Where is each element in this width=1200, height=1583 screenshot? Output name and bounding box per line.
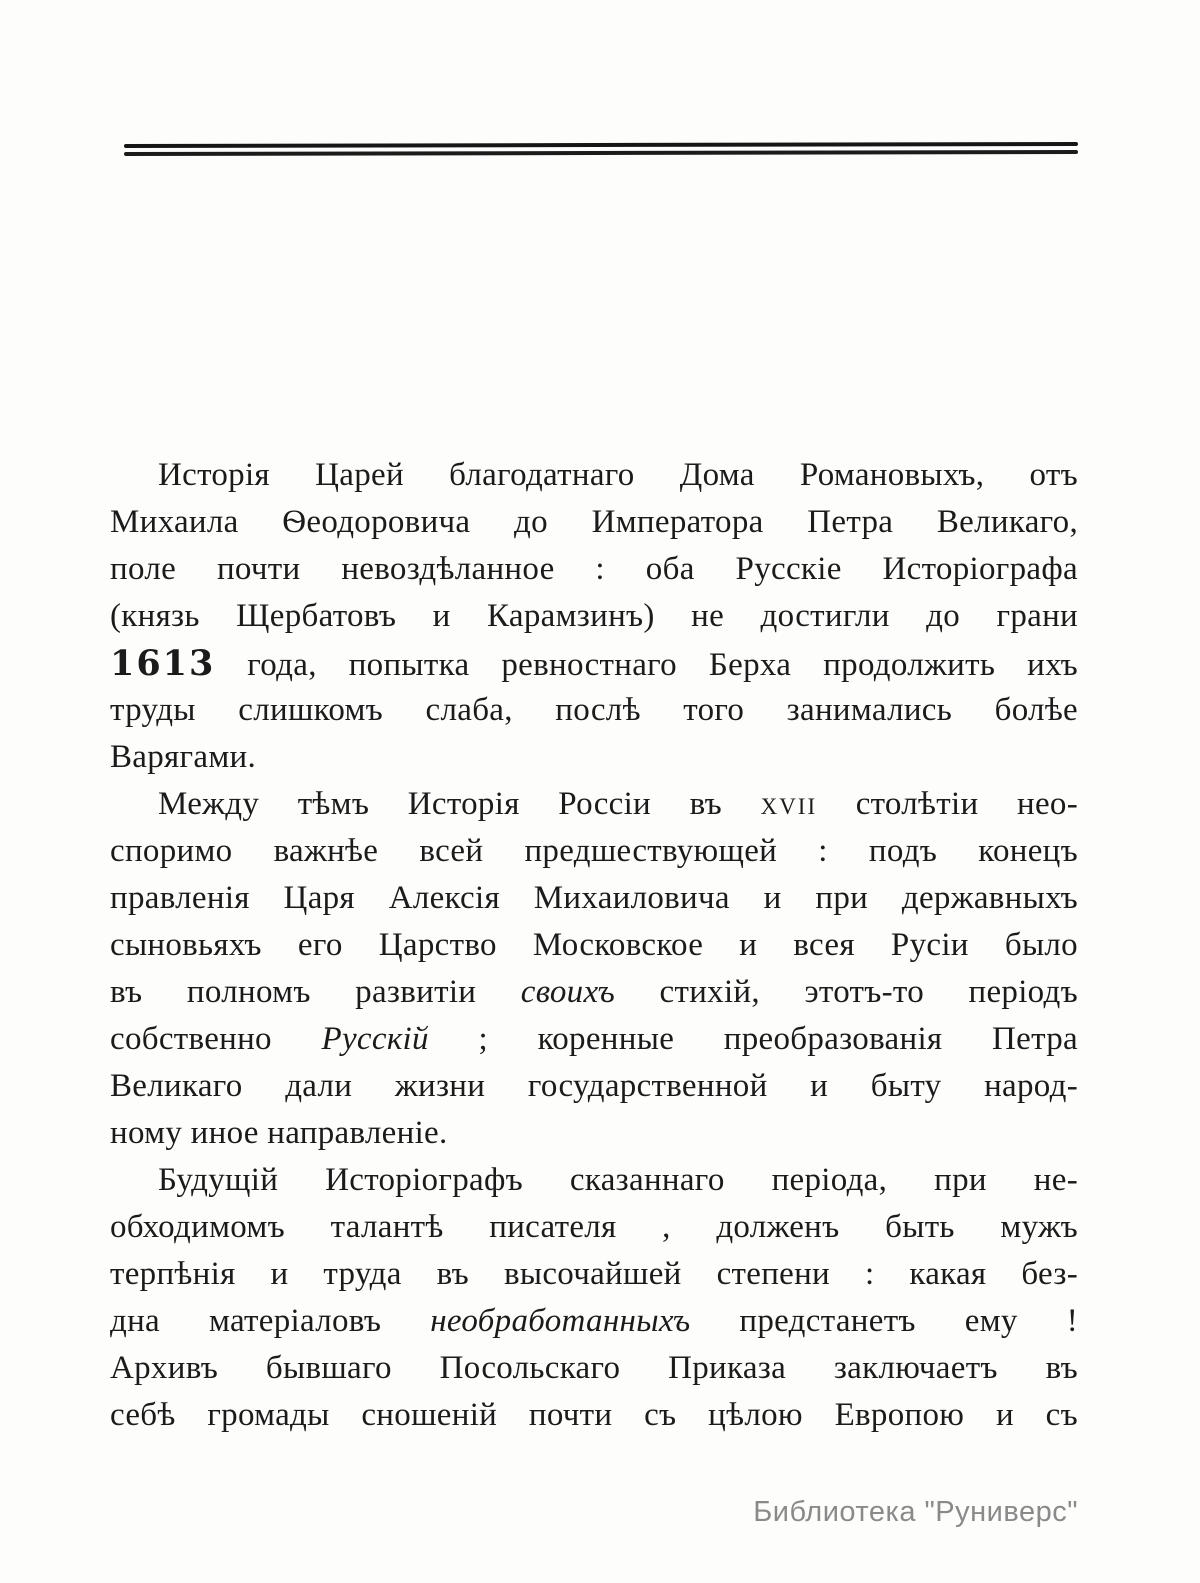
text-line [110,1063,1078,1110]
text-line [110,828,1078,875]
text-segment: труды слишкомъ слаба, послѣ того занимались болѣе [110,692,1078,728]
text-line [110,1392,1078,1439]
text-segment: въ полномъ развитіи [110,974,521,1010]
text-segment: правленія Царя Алексія Михаиловича и при державныхъ [110,880,1078,916]
text-segment: Варягами. [110,739,257,775]
text-line [110,1110,1078,1157]
text-segment: Исторія Царей благодатнаго Дома Романовыхъ, отъ [158,457,1078,493]
text-segment: своихъ [520,974,616,1010]
text-segment: Русскій [321,1021,429,1057]
text-segment: Великаго дали жизни государственной и быту народ- [110,1068,1078,1104]
text-segment: необработанныхъ [430,1303,691,1339]
text-line [110,1016,1078,1063]
text-line [110,452,1078,499]
text-segment: стихій, этотъ-то періодъ [615,974,1078,1010]
text-segment: себѣ громады сношеній почти съ цѣлою Европою и съ [110,1397,1078,1433]
year-1613: 1613 [110,643,216,684]
text-segment: сыновьяхъ его Царство Московское и всея Русіи было [110,927,1078,963]
text-segment: поле почти невоздѣланное : оба Русскіе Исторіографа [110,551,1078,587]
text-segment: столѣтіи нео- [817,786,1078,822]
text-line [110,1345,1078,1392]
paragraph-3 [110,1157,1078,1439]
text-line [110,1298,1078,1345]
text-line [110,546,1078,593]
text-segment: обходимомъ талантѣ писателя , долженъ быть мужъ [110,1209,1078,1245]
text-block [110,452,1078,1439]
text-segment: xvii [760,786,818,822]
text-segment: дна матеріаловъ [110,1303,431,1339]
paragraph-1 [110,452,1078,781]
text-line [110,1157,1078,1204]
text-segment: собственно [110,1021,322,1057]
text-segment: Михаила Ѳеодоровича до Императора Петра Великаго, [110,504,1078,540]
text-line [110,969,1078,1016]
text-line [110,781,1078,828]
header-double-rule [124,142,1078,156]
rule-top-line [124,142,1078,148]
text-line [110,499,1078,546]
text-line [110,687,1078,734]
text-segment: ному иное направленіе. [110,1115,448,1151]
text-line [110,1251,1078,1298]
text-segment: Архивъ бывшаго Посольскаго Приказа заключаетъ въ [110,1350,1078,1386]
text-segment: года, попытка ревностнаго Берха продолжить ихъ [215,647,1078,683]
text-line [110,875,1078,922]
text-line [110,1204,1078,1251]
text-segment: Между тѣмъ Исторія Россіи въ [158,786,761,822]
text-segment: предстанетъ ему ! [690,1303,1078,1339]
text-segment: Будущій Исторіографъ сказаннаго періода, при не- [158,1162,1078,1198]
text-line [110,734,1078,781]
text-line [110,640,1078,687]
paragraph-2 [110,781,1078,1157]
text-segment: споримо важнѣе всей предшествующей : подъ конецъ [110,833,1078,869]
text-segment: ; коренные преобразованія Петра [428,1021,1078,1057]
text-segment: (князь Щербатовъ и Карамзинъ) не достигли до грани [110,598,1078,634]
text-line [110,593,1078,640]
text-segment: терпѣнія и труда въ высочайшей степени : какая без- [110,1256,1078,1292]
text-line [110,922,1078,969]
rule-bottom-line [124,150,1078,156]
library-watermark: Библиотека "Руниверс" [753,1496,1078,1528]
